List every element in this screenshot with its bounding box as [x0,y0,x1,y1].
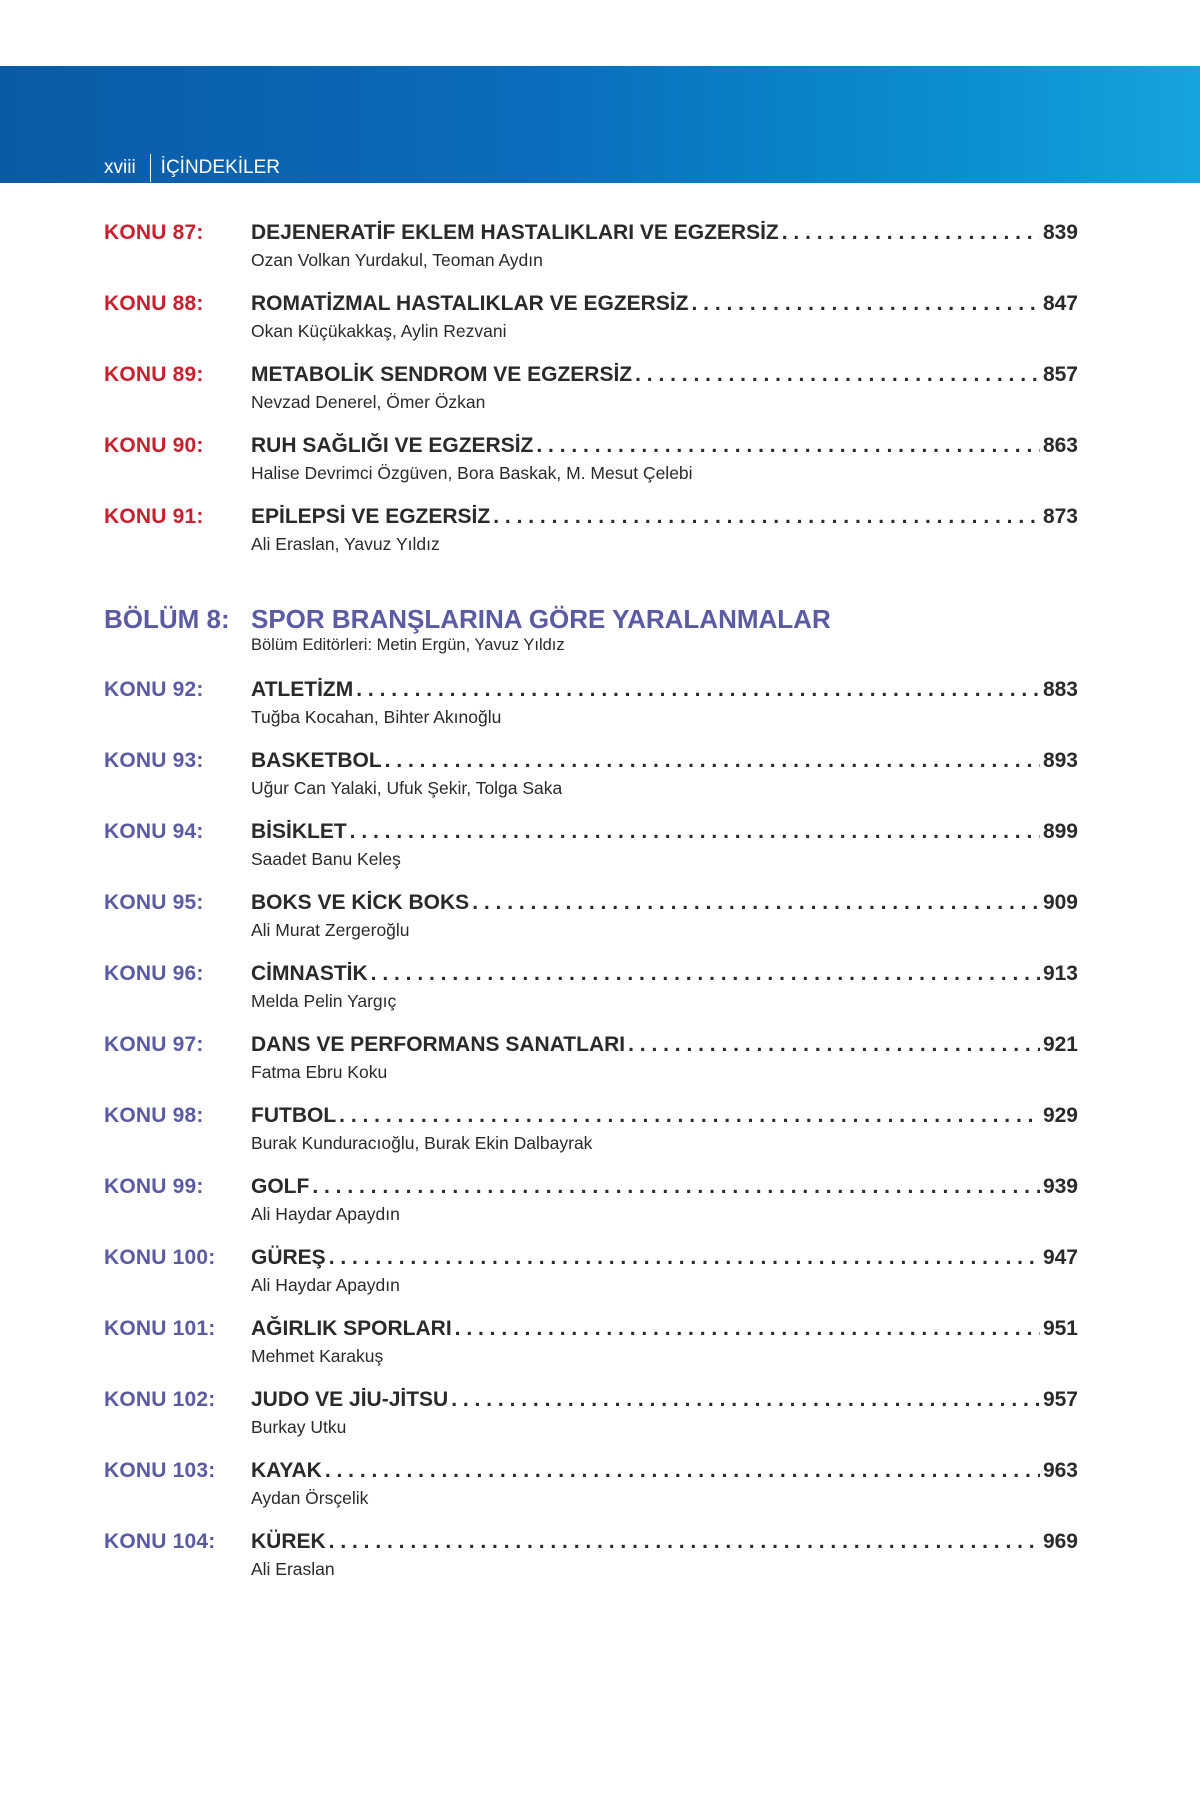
toc-title: GOLF [251,1175,310,1198]
header-divider [150,154,151,182]
toc-title: AĞIRLIK SPORLARI [251,1317,452,1340]
section-editors: Bölüm Editörleri: Metin Ergün, Yavuz Yıldız [251,636,565,654]
toc-authors: Burak Kunduracıoğlu, Burak Ekin Dalbayrak [251,1133,593,1153]
toc-title: CİMNASTİK [251,962,368,985]
dot-leader [493,505,1040,529]
toc-label: KONU 95: [104,891,204,914]
toc-label: KONU 92: [104,678,204,701]
toc-page: 957 [1042,1388,1078,1411]
toc-label: KONU 94: [104,820,204,843]
toc-title: BOKS VE KİCK BOKS [251,891,470,914]
toc-label: KONU 100: [104,1246,216,1269]
toc-authors: Halise Devrimci Özgüven, Bora Baskak, M. Mesut Çelebi [251,463,693,483]
toc-page: 947 [1042,1246,1078,1269]
toc-page: 863 [1042,434,1078,457]
toc-authors: Okan Küçükakkaş, Aylin Rezvani [251,321,507,341]
toc-authors: Melda Pelin Yargıç [251,991,397,1011]
toc-authors: Ali Eraslan, Yavuz Yıldız [251,534,440,554]
toc-page: 893 [1042,749,1078,772]
toc-page: 909 [1042,891,1078,914]
dot-leader [628,1033,1040,1057]
toc-authors: Tuğba Kocahan, Bihter Akınoğlu [251,707,502,727]
toc-label: KONU 87: [104,221,204,244]
toc-label: KONU 93: [104,749,204,772]
toc-title: ROMATİZMAL HASTALIKLAR VE EGZERSİZ [251,292,689,315]
toc-page: 913 [1042,962,1078,985]
toc-authors: Ozan Volkan Yurdakul, Teoman Aydın [251,250,543,270]
toc-label: KONU 98: [104,1104,204,1127]
toc-authors: Saadet Banu Keleş [251,849,401,869]
toc-label: KONU 89: [104,363,204,386]
dot-leader [325,1459,1040,1483]
toc-label: KONU 90: [104,434,204,457]
toc-title: KÜREK [251,1530,326,1553]
dot-leader [371,962,1040,986]
toc-label: KONU 99: [104,1175,204,1198]
toc-page: 921 [1042,1033,1078,1056]
dot-leader [385,749,1040,773]
toc-title: BİSİKLET [251,820,347,843]
dot-leader [329,1530,1040,1554]
dot-leader [350,820,1040,844]
toc-authors: Aydan Örsçelik [251,1488,369,1508]
toc-page: 963 [1042,1459,1078,1482]
dot-leader [339,1104,1040,1128]
toc-authors: Ali Murat Zergeroğlu [251,920,410,940]
dot-leader [472,891,1040,915]
section-label: BÖLÜM 8: [104,604,230,634]
toc-title: BASKETBOL [251,749,382,772]
dot-leader [635,363,1040,387]
dot-leader [356,678,1040,702]
toc-page: 857 [1042,363,1078,386]
dot-leader [782,221,1040,245]
toc-page: 939 [1042,1175,1078,1198]
toc-title: KAYAK [251,1459,322,1482]
toc-authors: Ali Haydar Apaydın [251,1275,400,1295]
toc-label: KONU 88: [104,292,204,315]
toc-page: 899 [1042,820,1078,843]
header-title: İÇİNDEKİLER [160,157,280,178]
page-number: xviii [104,157,136,178]
toc-label: KONU 91: [104,505,204,528]
dot-leader [329,1246,1040,1270]
toc-title: RUH SAĞLIĞI VE EGZERSİZ [251,434,534,457]
toc-page: 883 [1042,678,1078,701]
toc-title: DEJENERATİF EKLEM HASTALIKLARI VE EGZERSİZ [251,221,779,244]
toc-title: GÜREŞ [251,1246,326,1269]
toc-title: EPİLEPSİ VE EGZERSİZ [251,505,491,528]
toc-label: KONU 102: [104,1388,216,1411]
dot-leader [451,1388,1040,1412]
toc-label: KONU 97: [104,1033,204,1056]
toc-page: 847 [1042,292,1078,315]
toc-authors: Uğur Can Yalaki, Ufuk Şekir, Tolga Saka [251,778,563,798]
toc-page: 929 [1042,1104,1078,1127]
toc-authors: Mehmet Karakuş [251,1346,384,1366]
dot-leader [455,1317,1040,1341]
toc-authors: Nevzad Denerel, Ömer Özkan [251,392,486,412]
toc-title: ATLETİZM [251,678,354,701]
toc-page: 839 [1042,221,1078,244]
toc-label: KONU 103: [104,1459,216,1482]
toc-page: 969 [1042,1530,1078,1553]
toc-authors: Burkay Utku [251,1417,347,1437]
dot-leader [312,1175,1040,1199]
toc-authors: Fatma Ebru Koku [251,1062,388,1082]
toc-title: METABOLİK SENDROM VE EGZERSİZ [251,363,633,386]
page-header [104,154,280,182]
toc-authors: Ali Eraslan [251,1559,335,1579]
toc-label: KONU 104: [104,1530,216,1553]
toc-page: 873 [1042,505,1078,528]
toc-label: KONU 96: [104,962,204,985]
dot-leader [536,434,1040,458]
toc-title: JUDO VE JİU-JİTSU [251,1388,449,1411]
toc-title: DANS VE PERFORMANS SANATLARI [251,1033,626,1056]
toc-title: FUTBOL [251,1104,337,1127]
dot-leader [691,292,1039,316]
toc-label: KONU 101: [104,1317,216,1340]
section-title: SPOR BRANŞLARINA GÖRE YARALANMALAR [251,604,831,634]
toc-page: 951 [1042,1317,1078,1340]
toc-authors: Ali Haydar Apaydın [251,1204,400,1224]
